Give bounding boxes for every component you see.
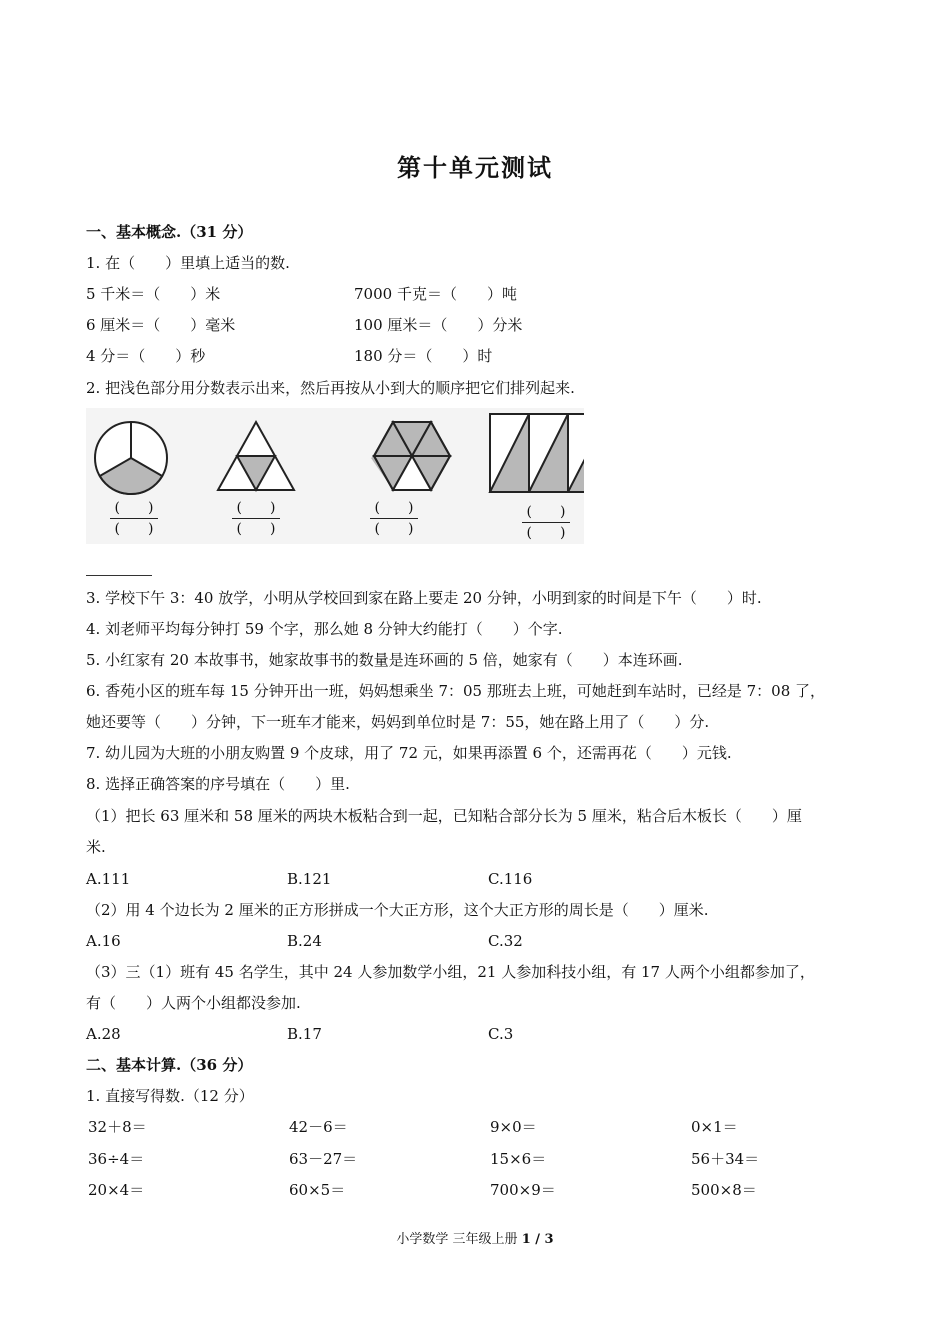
- q1-item: 100 厘米＝（ ）分米: [354, 316, 523, 334]
- calc-item: 63－27＝: [289, 1150, 358, 1168]
- q5-text: 5. 小红家有 20 本故事书，她家故事书的数量是连环画的 5 倍，她家有（ ）本连环画.: [86, 651, 683, 669]
- q6-text-line1: 6. 香苑小区的班车每 15 分钟开出一班，妈妈想乘坐 7：05 那班去上班，可她赶到车站时，已经是 7：08 了，: [86, 682, 826, 700]
- q2-text: 2. 把浅色部分用分数表示出来，然后再按从小到大的顺序把它们排列起来.: [86, 379, 575, 397]
- section-2-header: 二、基本计算.（36 分）: [86, 1056, 253, 1074]
- fraction-blank-1: [104, 500, 164, 537]
- q8-part2: （2）用 4 个边长为 2 厘米的正方形拼成一个大正方形，这个大正方形的周长是（ ）厘米.: [86, 901, 709, 919]
- calc-item: 9×0＝: [490, 1118, 537, 1136]
- footer-subject: 小学数学 三年级上册: [396, 1232, 522, 1247]
- option-c: C.3: [488, 1025, 514, 1043]
- q1-item: 4 分＝（ ）秒: [86, 347, 206, 365]
- calc-item: 15×6＝: [490, 1150, 547, 1168]
- answer-line: [86, 575, 152, 576]
- numerator-blank: ( ): [374, 500, 414, 516]
- fraction-figures: [86, 408, 584, 544]
- footer-page-number: 1 / 3: [521, 1232, 554, 1247]
- circle-figure: [95, 422, 167, 494]
- fraction-blank-3: [364, 500, 424, 537]
- q8-part1-line2: 米.: [86, 838, 106, 856]
- calc-item: 0×1＝: [691, 1118, 738, 1136]
- numerator-blank: ( ): [526, 504, 566, 520]
- q8-text: 8. 选择正确答案的序号填在（ ）里.: [86, 775, 350, 793]
- page-footer: [0, 1228, 950, 1247]
- q1-item: 5 千米＝（ ）米: [86, 285, 221, 303]
- calc-item: 700×9＝: [490, 1181, 556, 1199]
- denominator-blank: ( ): [374, 521, 414, 537]
- option-a: A.111: [86, 870, 131, 888]
- calc-item: 36÷4＝: [88, 1150, 145, 1168]
- calc-item: 32＋8＝: [88, 1118, 147, 1136]
- q8-part3-line1: （3）三（1）班有 45 名学生，其中 24 人参加数学小组，21 人参加科技小组，有 17 人两个小组都参加了，: [86, 963, 815, 981]
- calc-item: 56＋34＝: [691, 1150, 760, 1168]
- numerator-blank: ( ): [236, 500, 276, 516]
- calc-item: 20×4＝: [88, 1181, 145, 1199]
- numerator-blank: ( ): [114, 500, 154, 516]
- option-b: B.17: [287, 1025, 322, 1043]
- q3-text: 3. 学校下午 3：40 放学，小明从学校回到家在路上要走 20 分钟，小明到家的时间是下午（ ）时.: [86, 589, 762, 607]
- q1-item: 6 厘米＝（ ）毫米: [86, 316, 236, 334]
- fraction-blank-4: [516, 504, 576, 541]
- page-title: 第十单元测试: [397, 153, 553, 182]
- fraction-blank-2: [226, 500, 286, 537]
- denominator-blank: ( ): [114, 521, 154, 537]
- q4-text: 4. 刘老师平均每分钟打 59 个字，那么她 8 分钟大约能打（ ）个字.: [86, 620, 563, 638]
- strip-figure: [490, 414, 584, 492]
- option-b: B.121: [287, 870, 332, 888]
- denominator-blank: ( ): [236, 521, 276, 537]
- q7-text: 7. 幼儿园为大班的小朋友购置 9 个皮球，用了 72 元，如果再添置 6 个，还需再花（ ）元钱.: [86, 744, 732, 762]
- triangle-figure: [218, 422, 294, 490]
- option-b: B.24: [287, 932, 322, 950]
- option-c: C.116: [488, 870, 533, 888]
- option-c: C.32: [488, 932, 523, 950]
- q1-text: 1. 在（ ）里填上适当的数.: [86, 254, 290, 272]
- option-a: A.28: [86, 1025, 121, 1043]
- calc-item: 42－6＝: [289, 1118, 348, 1136]
- calc-item: 500×8＝: [691, 1181, 757, 1199]
- option-a: A.16: [86, 932, 121, 950]
- calc-q1-text: 1. 直接写得数.（12 分）: [86, 1087, 254, 1105]
- section-1-header: 一、基本概念.（31 分）: [86, 223, 253, 241]
- q8-part3-line2: 有（ ）人两个小组都没参加.: [86, 994, 301, 1012]
- q1-item: 7000 千克＝（ ）吨: [354, 285, 517, 303]
- q1-item: 180 分＝（ ）时: [354, 347, 493, 365]
- hexagon-figure: [371, 422, 450, 490]
- q6-text-line2: 她还要等（ ）分钟，下一班车才能来，妈妈到单位时是 7：55，她在路上用了（ ）分.: [86, 713, 710, 731]
- calc-item: 60×5＝: [289, 1181, 346, 1199]
- denominator-blank: ( ): [526, 525, 566, 541]
- q8-part1-line1: （1）把长 63 厘米和 58 厘米的两块木板粘合到一起，已知粘合部分长为 5 厘米，粘合后木板长（ ）厘: [86, 807, 802, 825]
